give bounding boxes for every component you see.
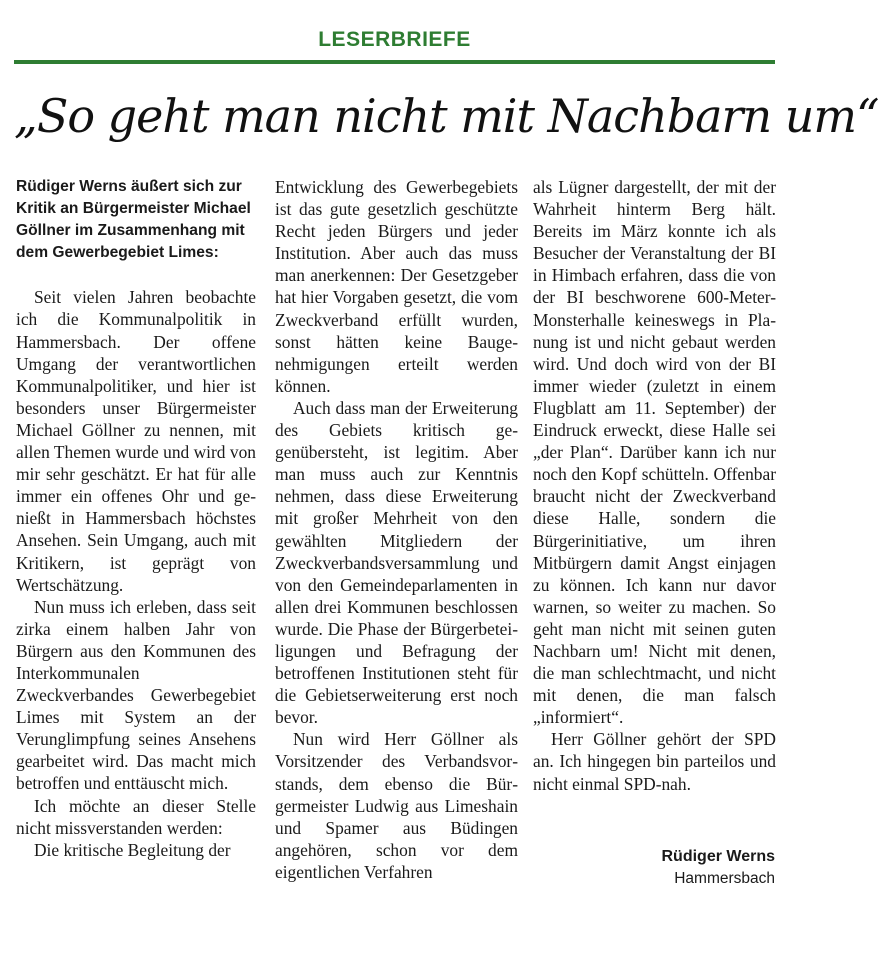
author-name: Rüdiger Werns — [661, 848, 775, 865]
paragraph: Nun wird Herr Göllner als Vorsitzender des Verbandsvorstands, dem ebenso die Bürgermeister Ludwig aus Limeshain und Spamer aus Büdingen angehören, schon vor dem eigentlichen Verfahren — [275, 729, 518, 882]
paragraph: Ich möchte an dieser Stelle nicht missverstanden werden: — [16, 795, 256, 838]
paragraph: Seit vielen Jahren beobachte ich die Kommunalpolitik in Hammersbach. Der offene Umgang der verantwortlichen Kommunalpolitiker, und hier ist besonders unser Bürgermeister Michael Göllner zu nennen, mit allen Themen wurde und wird von mir sehr geschätzt. Er hat für alle immer ein offenes Ohr und genießt in Hammersbach höchstes Ansehen. Sein Umgang, auch mit Kritikern, ist geprägt von Wertschätzung. — [16, 287, 256, 595]
section-rubric: LESERBRIEFE — [318, 28, 471, 51]
paragraph: Auch dass man der Erweiterung des Gebiets kritisch gegenübersteht, ist legitim. Aber man muss auch zur Kenntnis nehmen, dass diese Erweiterung mit großer Mehrheit von den gewählten Mitgliedern der Zweckverbandsversammlung und von den Gemeindeparlamenten in allen drei Kommunen beschlossen wurde. Die Phase der Bürgerbeteiligungen und Befragung der betroffenen Institutionen steht für die Gebietserweiterung erst noch bevor. — [275, 397, 518, 728]
rubric-divider — [14, 60, 775, 64]
article-column-3 — [533, 176, 776, 795]
paragraph: als Lügner dargestellt, der mit der Wahrheit hinterm Berg hält. Bereits im März konnte ich als Besucher der Veranstaltung der BI in Himbach erfahren, dass die von der BI beschworene 600-Meter-Monsterhalle keineswegs in Planung ist und nicht gebaut werden wird. Und doch wird von der BI immer wieder (zuletzt in einem Flugblatt am 11. September) der Eindruck erweckt, diese Halle sei „der Plan“. Darüber kann ich nur noch den Kopf schütteln. Offenbar braucht nicht der Zweckverband diese Halle, sondern die Bürgerinitiative, um ihren Mitbürgern damit Angst einjagen zu können. Ich kann nur davor warnen, so weiter zu machen. So geht man nicht mit seinen guten Nachbarn um! Nicht mit denen, die man schlechtmacht, und nicht mit denen, die man falsch „informiert“. — [533, 177, 776, 728]
article-lead: Rüdiger Werns äußert sich zur Kritik an Bürgermeister Michael Göllner im Zusammenhang mit dem Gewerbegebiet Limes: — [16, 178, 251, 262]
paragraph: Herr Göllner gehört der SPD an. Ich hingegen bin parteilos und nicht einmal SPD-nah. — [533, 729, 776, 794]
author-signature — [662, 846, 776, 890]
paragraph: Die kritische Begleitung der — [34, 839, 231, 860]
paragraph: Entwicklung des Gewerbegebiets ist das gute gesetzlich geschützte Recht jeden Bürgers und jeder Institution. Aber auch das muss man anerkennen: Der Gesetzgeber hat hier Vorgaben gesetzt, die vom Zweckverband erfüllt wurden, sonst hätten keine Baugenehmigungen erteilt werden können. — [275, 177, 518, 396]
article-column-1 — [16, 176, 256, 861]
article-column-2 — [275, 176, 518, 883]
paragraph: Nun muss ich erleben, dass seit zirka einem halben Jahr von Bürgern aus den Kommunen des Interkommunalen Zweckverbandes Gewerbegebiet Limes mit System an der Verunglimpfung seines Ansehens gearbeitet wird. Das macht mich betroffen und enttäuscht mich. — [16, 596, 256, 794]
author-place: Hammersbach — [674, 870, 775, 887]
article-headline: „So geht man nicht mit Nachbarn um“ — [14, 89, 879, 143]
